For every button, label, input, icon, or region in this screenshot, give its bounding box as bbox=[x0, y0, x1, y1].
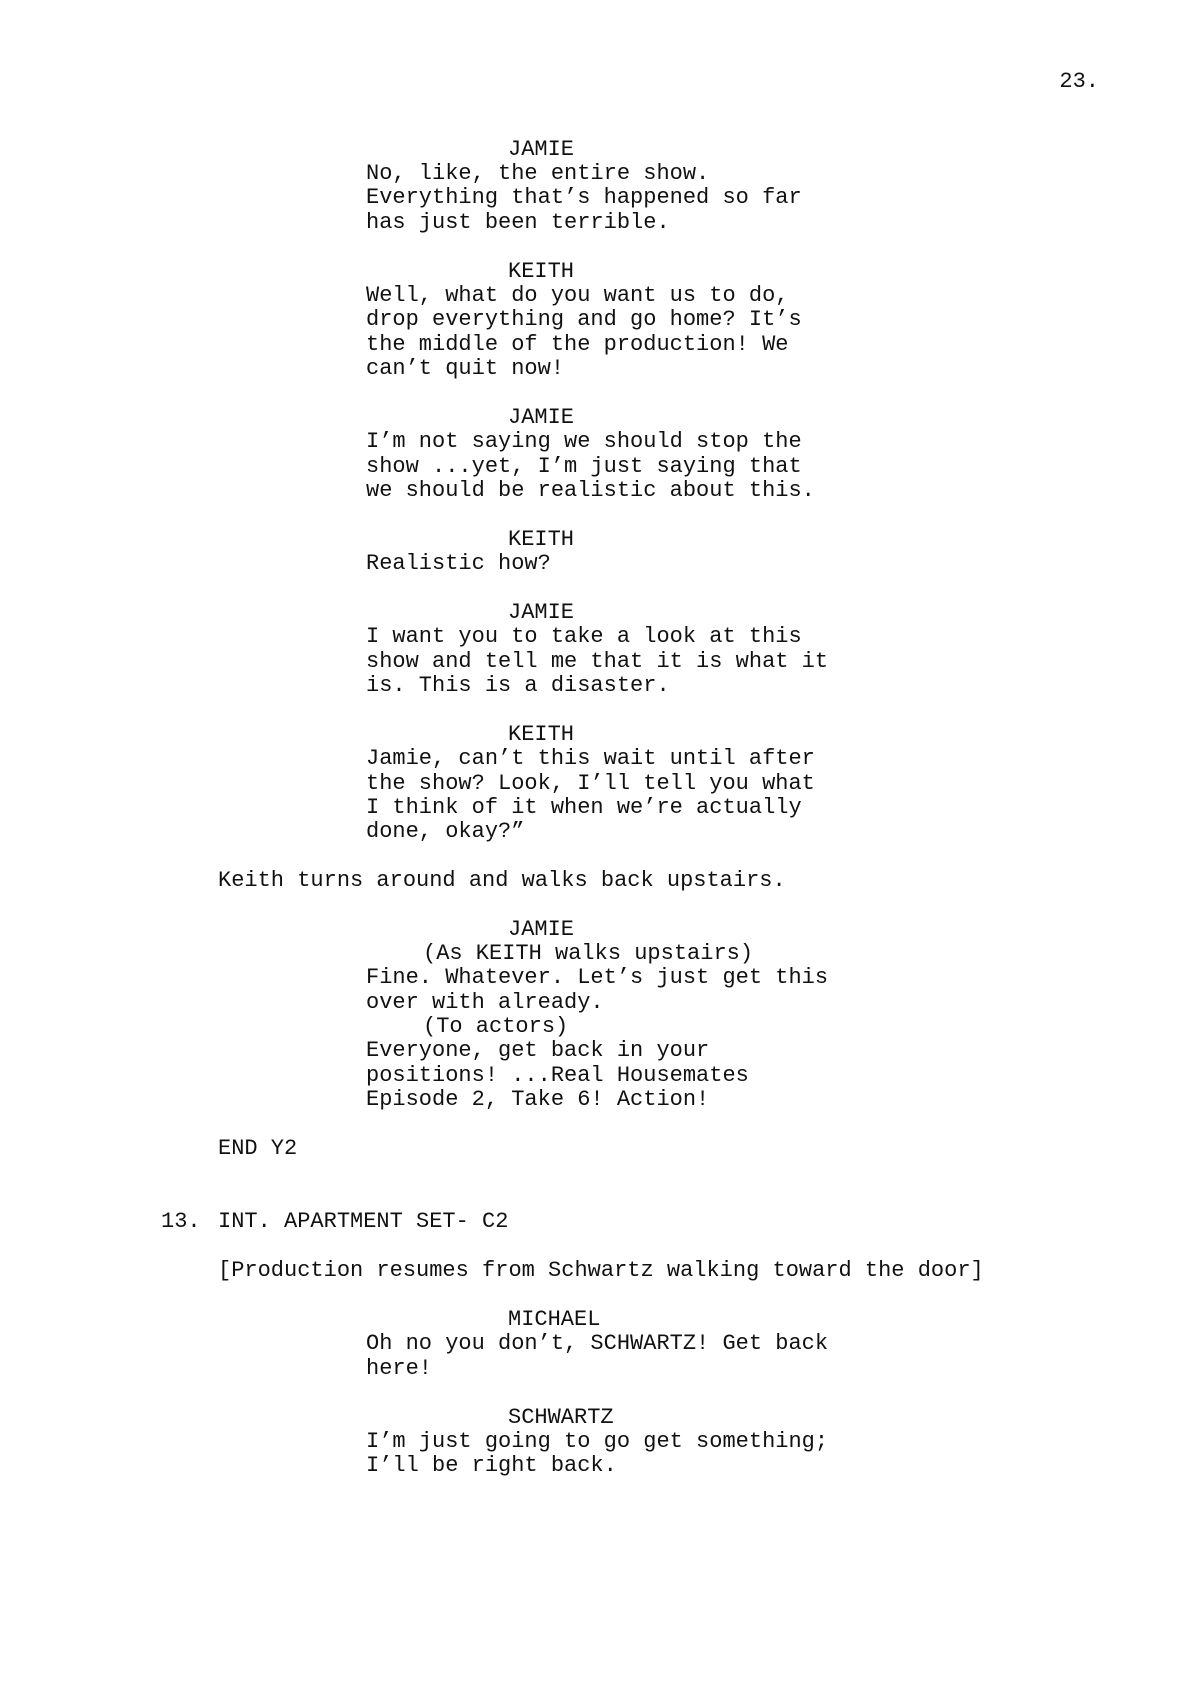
dialogue-line: show and tell me that it is what it bbox=[366, 649, 829, 674]
dialogue-line: positions! ...Real Housemates bbox=[366, 1063, 749, 1088]
parenthetical: (To actors) bbox=[423, 1014, 569, 1039]
dialogue-line: I’ll be right back. bbox=[366, 1453, 617, 1478]
dialogue-line: is. This is a disaster. bbox=[366, 673, 670, 698]
action-line: Keith turns around and walks back upstairs. bbox=[218, 868, 786, 893]
dialogue-line: Oh no you don’t, SCHWARTZ! Get back bbox=[366, 1331, 829, 1356]
action-line: [Production resumes from Schwartz walking toward the door] bbox=[218, 1258, 984, 1283]
dialogue-line: done, okay?” bbox=[366, 819, 525, 844]
dialogue-line: I think of it when we’re actually bbox=[366, 795, 802, 820]
dialogue-line: over with already. bbox=[366, 990, 604, 1015]
dialogue-line: has just been terrible. bbox=[366, 210, 670, 235]
character-cue: MICHAEL bbox=[508, 1307, 601, 1332]
dialogue-line: I’m not saying we should stop the bbox=[366, 429, 802, 454]
scene-heading: INT. APARTMENT SET- C2 bbox=[218, 1209, 509, 1234]
character-cue: KEITH bbox=[508, 527, 575, 552]
dialogue-line: No, like, the entire show. bbox=[366, 161, 710, 186]
character-cue: JAMIE bbox=[508, 137, 575, 162]
end-marker: END Y2 bbox=[218, 1136, 298, 1161]
dialogue-line: I’m just going to go get something; bbox=[366, 1429, 829, 1454]
dialogue-line: we should be realistic about this. bbox=[366, 478, 815, 503]
dialogue-line: Everyone, get back in your bbox=[366, 1038, 710, 1063]
dialogue-line: can’t quit now! bbox=[366, 356, 565, 381]
dialogue-line: Realistic how? bbox=[366, 551, 551, 576]
character-cue: JAMIE bbox=[508, 405, 575, 430]
character-cue: JAMIE bbox=[508, 917, 575, 942]
dialogue-line: Jamie, can’t this wait until after bbox=[366, 746, 815, 771]
character-cue: JAMIE bbox=[508, 600, 575, 625]
character-cue: SCHWARTZ bbox=[508, 1405, 614, 1430]
dialogue-line: Episode 2, Take 6! Action! bbox=[366, 1087, 710, 1112]
page-number: 23. bbox=[1059, 69, 1099, 94]
dialogue-line: the middle of the production! We bbox=[366, 332, 789, 357]
dialogue-line: show ...yet, I’m just saying that bbox=[366, 454, 802, 479]
dialogue-line: Fine. Whatever. Let’s just get this bbox=[366, 965, 829, 990]
character-cue: KEITH bbox=[508, 259, 575, 284]
character-cue: KEITH bbox=[508, 722, 575, 747]
parenthetical: (As KEITH walks upstairs) bbox=[423, 941, 754, 966]
scene-number: 13. bbox=[161, 1209, 201, 1234]
dialogue-line: drop everything and go home? It’s bbox=[366, 307, 802, 332]
dialogue-line: Well, what do you want us to do, bbox=[366, 283, 789, 308]
dialogue-line: I want you to take a look at this bbox=[366, 624, 802, 649]
dialogue-line: here! bbox=[366, 1356, 433, 1381]
dialogue-line: Everything that’s happened so far bbox=[366, 185, 802, 210]
dialogue-line: the show? Look, I’ll tell you what bbox=[366, 771, 815, 796]
